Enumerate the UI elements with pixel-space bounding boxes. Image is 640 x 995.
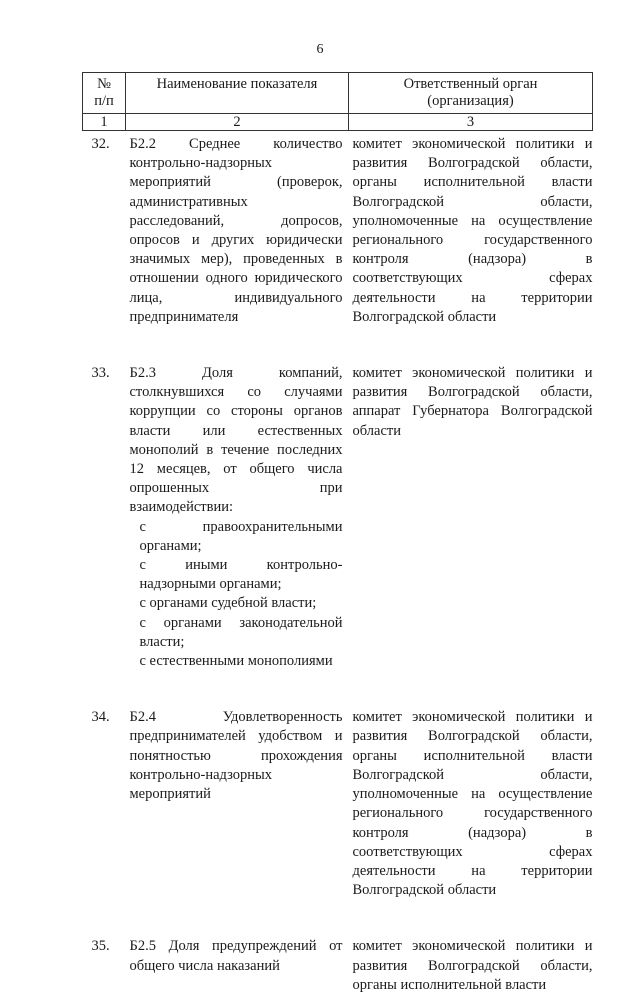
header-org-line1: Ответственный орган [403,76,538,92]
table-row [83,933,593,995]
table-row [83,704,593,900]
header-org-line2: (организация) [427,93,514,109]
indicator-subitem: с естественными монополиями [139,653,333,670]
row-number: 32. [91,136,110,152]
responsible-org: комитет экономической политики и развития Волгоградской области, органы исполнительной власти [352,938,593,993]
indicator-subitem: с иными контрольно-надзорными органами; [139,557,343,593]
column-numbers-row [83,114,593,131]
row-number: 35. [91,938,110,955]
responsible-org: комитет экономической политики и развития Волгоградской области, органы исполнительной власти Волгоградской области, уполномоченные на осуществление регионального государственного контроля (надзора) в соответствующих сферах деятельности на территории Волгоградской области [352,136,593,325]
header-responsible-org [349,73,593,114]
indicator-name: Б2.4 Удовлетворенность предпринимателей удобством и понятностью прохождения контрольно-надзорных мероприятий [129,709,343,803]
indicator-subitem: с органами судебной власти; [139,595,317,612]
indicator-name: Б2.2 Среднее количество контрольно-надзорных мероприятий (проверок, административных расследований, допросов, опросов и других юридически значимых мер), проведенных в отношении одного юридического лица, индивидуального предпринимателя [129,136,343,325]
indicator-subitem: с правоохранительными органами; [139,518,343,554]
column-number-3: 3 [349,114,593,131]
header-number [83,73,126,114]
table-header [83,73,593,114]
responsible-org: комитет экономической политики и развития Волгоградской области, органы исполнительной власти Волгоградской области, уполномоченные на осуществление регионального государственного контроля (надзора) в соответствующих сферах деятельности на территории Волгоградской области [352,709,593,899]
page-number: 6 [316,42,324,57]
responsible-org: комитет экономической политики и развития Волгоградской области, аппарат Губернатора Волгоградской области [352,365,593,439]
row-number: 33. [91,365,110,382]
row-number: 34. [91,709,110,726]
table-row [83,360,593,671]
indicator-name-text: Б2.3 Доля компаний, столкнувшихся со случаями коррупции со стороны органов власти или естественных монополий в течение последних 12 месяцев, от общего числа опрошенных при взаимодействии: [129,365,343,516]
indicator-name [126,360,349,671]
header-number-sign: № [97,76,111,92]
column-number-1: 1 [83,114,126,131]
indicator-name: Б2.5 Доля предупреждений от общего числа наказаний [129,938,343,974]
column-number-2: 2 [126,114,349,131]
header-number-abbr: п/п [94,93,114,109]
indicators-table [82,72,593,995]
header-indicator-name: Наименование показателя [126,73,349,114]
indicator-subitem: с органами законодательной власти; [139,614,343,650]
table-row [83,131,593,328]
